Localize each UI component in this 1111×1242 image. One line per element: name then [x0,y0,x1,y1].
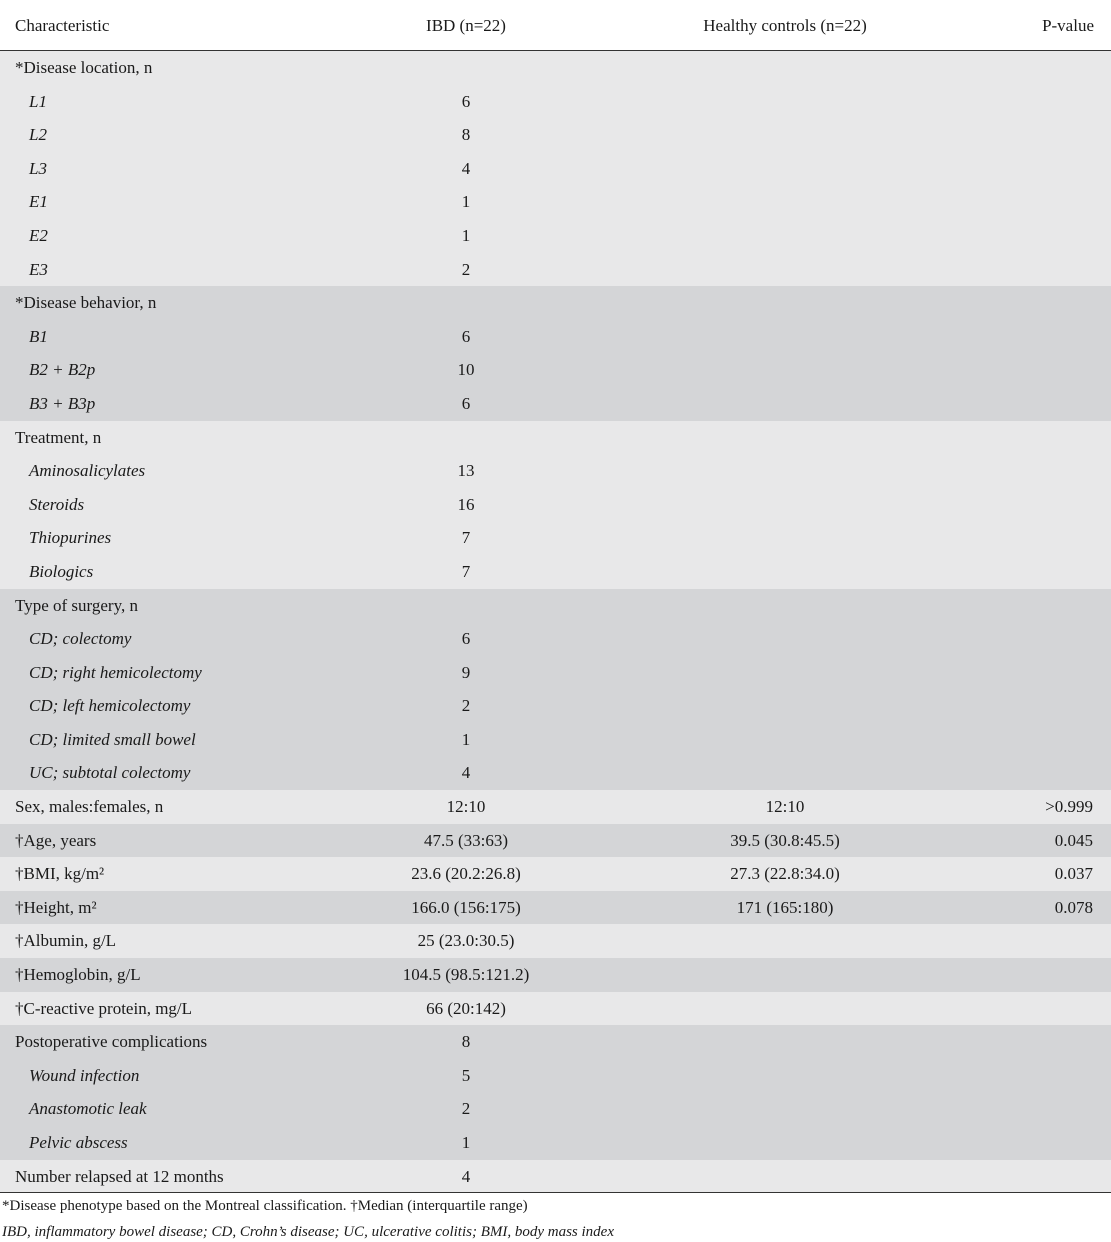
cell-ibd: 1 [461,225,471,245]
cell-characteristic: †BMI, kg/m² [15,864,105,884]
cell-ibd: 1 [461,729,471,749]
table-row [0,488,1111,522]
table-header [0,0,1111,51]
cell-ibd: 4 [461,763,471,783]
cell-characteristic: E1 [29,192,48,212]
cell-ibd: 66 (20:142) [426,998,506,1018]
cell-ibd: 7 [461,561,471,581]
table-row [0,152,1111,186]
cell-ibd: 23.6 (20.2:26.8) [411,864,521,884]
table-row [0,1092,1111,1126]
cell-healthy-controls: 27.3 (22.8:34.0) [730,864,840,884]
cell-ibd: 2 [461,1099,471,1119]
cell-ibd: 6 [461,326,471,346]
cell-ibd: 7 [461,528,471,548]
footnote-phenotype: *Disease phenotype based on the Montreal classification. †Median (interquartile range) [2,1198,528,1214]
cell-ibd: 166.0 (156:175) [411,897,521,917]
cell-characteristic: Anastomotic leak [29,1099,147,1119]
cell-ibd: 1 [461,192,471,212]
table-row [0,387,1111,421]
header-ibd: IBD (n=22) [426,16,506,35]
cell-ibd: 4 [461,158,471,178]
table-row [0,320,1111,354]
cell-ibd: 13 [457,461,475,481]
cell-ibd: 6 [461,629,471,649]
table-row [0,958,1111,992]
cell-ibd: 9 [461,662,471,682]
cell-ibd: 6 [461,91,471,111]
table-body [0,51,1111,1193]
cell-characteristic: Aminosalicylates [29,461,146,481]
cell-characteristic: CD; right hemicolectomy [29,662,202,682]
cell-characteristic: Treatment, n [15,427,102,447]
table-row [0,924,1111,958]
table-row [0,51,1111,85]
cell-p-value: 0.045 [1054,830,1093,850]
table-row [0,286,1111,320]
table-row [0,589,1111,623]
table-row [0,421,1111,455]
header-p-value: P-value [1042,16,1094,35]
cell-p-value: 0.078 [1054,897,1093,917]
table-row [0,555,1111,589]
cell-characteristic: †Albumin, g/L [15,931,117,951]
table-footnotes [0,1192,1111,1240]
table-row [0,353,1111,387]
cell-p-value: 0.037 [1054,864,1093,884]
cell-characteristic: *Disease location, n [15,58,153,77]
table-row [0,1025,1111,1059]
table-row [0,521,1111,555]
table-row [0,118,1111,152]
cell-characteristic: †C-reactive protein, mg/L [15,998,193,1018]
cell-characteristic: Sex, males:females, n [15,797,164,817]
cell-characteristic: Type of surgery, n [15,595,138,615]
table-row [0,790,1111,824]
cell-characteristic: Postoperative complications [15,1032,208,1052]
cell-ibd: 10 [457,360,475,380]
cell-characteristic: Biologics [29,561,94,581]
cell-characteristic: CD; left hemicolectomy [29,696,191,716]
cell-ibd: 2 [461,259,471,279]
table-row [0,1160,1111,1194]
table-row [0,891,1111,925]
cell-ibd: 6 [461,393,471,413]
cell-characteristic: Pelvic abscess [29,1133,128,1152]
cell-characteristic: Thiopurines [29,528,112,548]
cell-ibd: 16 [457,494,475,514]
table-row [0,857,1111,891]
cell-p-value: >0.999 [1045,797,1093,817]
cell-healthy-controls: 39.5 (30.8:45.5) [730,830,840,850]
cell-healthy-controls: 171 (165:180) [736,897,834,917]
cell-characteristic: Wound infection [29,1065,140,1085]
cell-characteristic: L1 [29,91,47,111]
cell-healthy-controls: 12:10 [765,797,805,817]
cell-characteristic: CD; colectomy [29,629,132,649]
cell-characteristic: B1 [29,326,48,346]
cell-characteristic: B3 + B3p [29,393,96,413]
cell-characteristic: *Disease behavior, n [15,293,157,313]
table-row [0,656,1111,690]
header-healthy-controls: Healthy controls (n=22) [703,16,867,35]
table-row [0,689,1111,723]
cell-characteristic: L3 [29,158,47,178]
cell-ibd: 8 [461,1032,471,1052]
table-row [0,824,1111,858]
cell-ibd: 8 [461,125,471,145]
cell-characteristic: L2 [29,125,47,145]
table-row [0,622,1111,656]
header-characteristic: Characteristic [15,16,110,35]
cell-characteristic: B2 + B2p [29,360,96,380]
cell-ibd: 4 [461,1166,471,1186]
cell-characteristic: †Age, years [15,830,97,850]
table-row [0,253,1111,287]
cell-characteristic: UC; subtotal colectomy [29,763,191,783]
table-row [0,756,1111,790]
cell-ibd: 5 [461,1065,471,1085]
cell-ibd: 25 (23.0:30.5) [417,931,515,951]
table-row [0,454,1111,488]
cell-ibd: 1 [461,1133,471,1152]
cell-ibd: 2 [461,696,471,716]
cell-characteristic: †Height, m² [15,897,97,917]
cell-characteristic: E3 [29,259,48,279]
cell-characteristic: E2 [29,225,48,245]
table-row [0,1126,1111,1160]
cell-characteristic: †Hemoglobin, g/L [15,965,141,985]
table-row [0,992,1111,1026]
cell-ibd: 47.5 (33:63) [423,830,509,850]
table-row [0,85,1111,119]
cell-characteristic: Steroids [29,494,85,514]
cell-characteristic: Number relapsed at 12 months [15,1166,224,1186]
cell-characteristic: CD; limited small bowel [29,729,196,749]
cell-ibd: 104.5 (98.5:121.2) [402,965,530,985]
table-row [0,723,1111,757]
cell-ibd: 12:10 [446,797,486,817]
footnote-abbreviations: IBD, inflammatory bowel disease; CD, Crohn’s disease; UC, ulcerative colitis; BMI, body mass index [2,1224,614,1240]
table-row [0,1059,1111,1093]
table-row [0,185,1111,219]
table-row [0,219,1111,253]
